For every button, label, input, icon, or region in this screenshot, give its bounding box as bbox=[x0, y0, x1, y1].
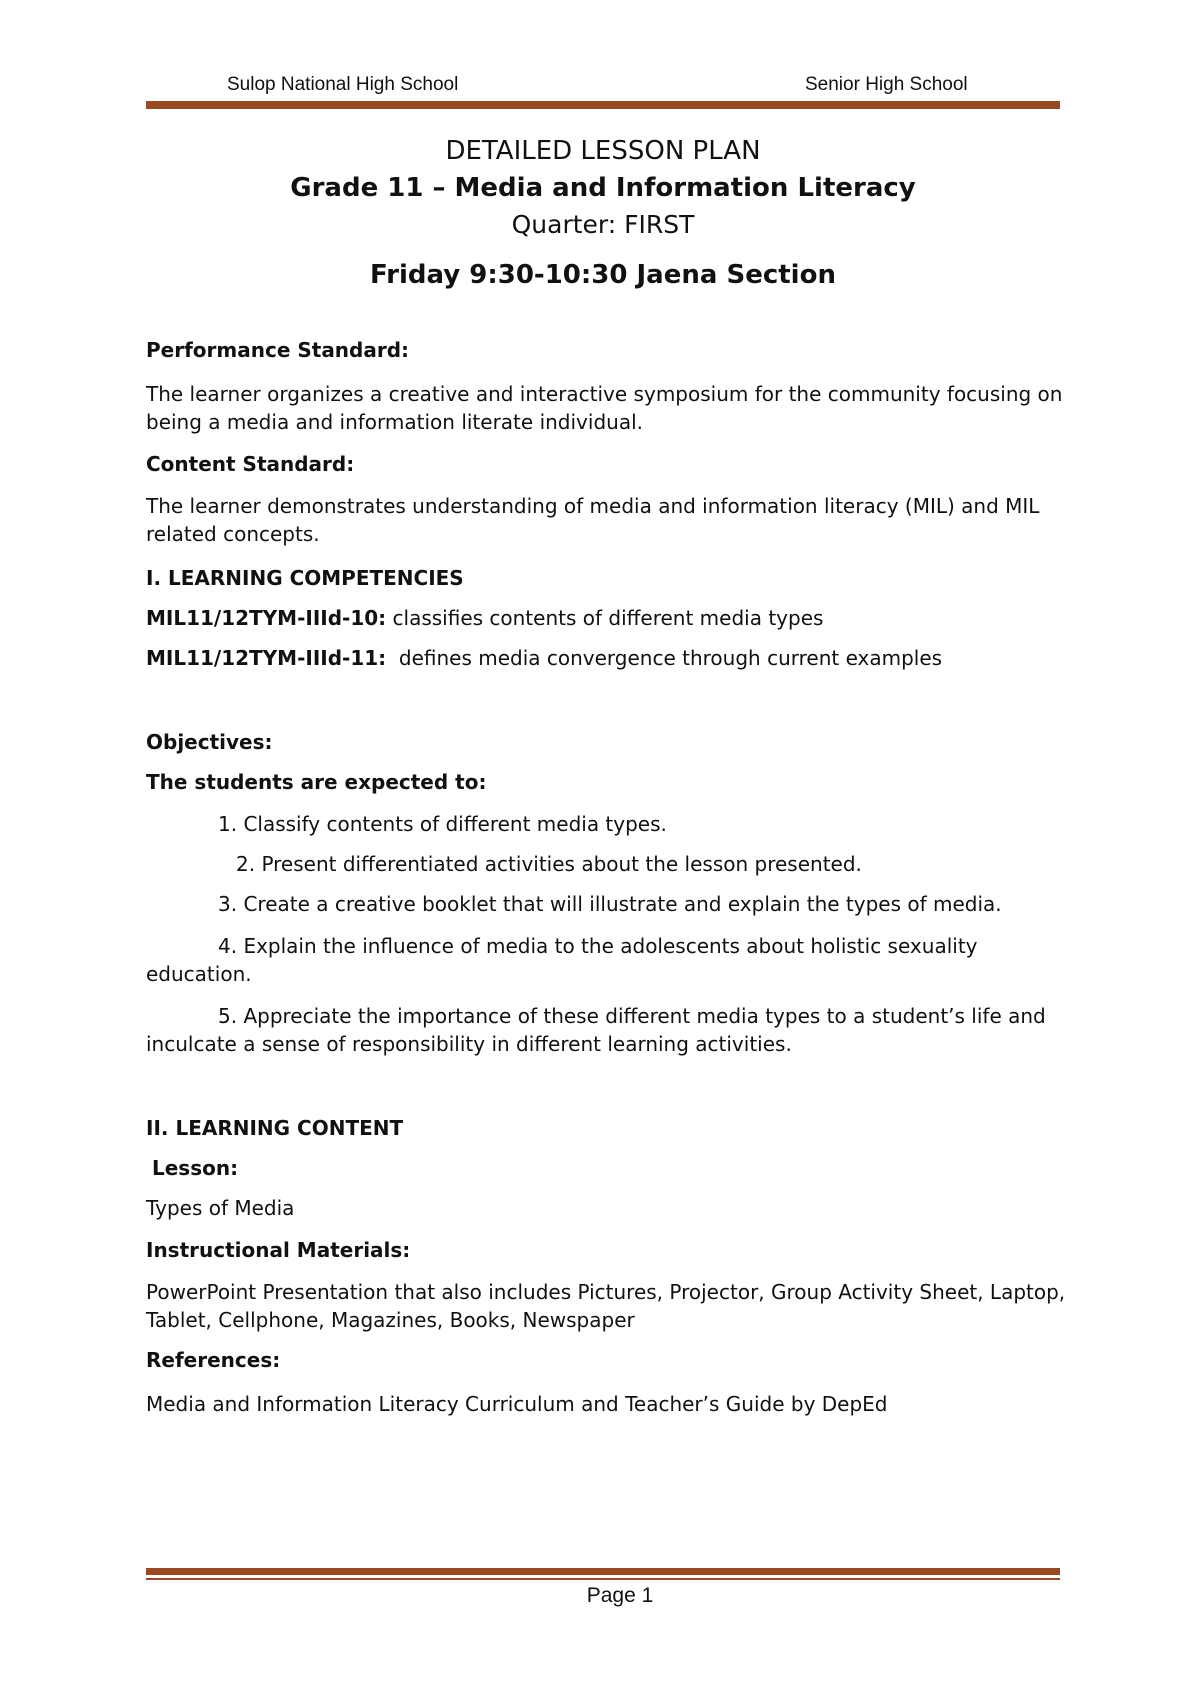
objective-item: 4. Explain the influence of media to the adolescents about holistic sexuality education. bbox=[146, 934, 978, 986]
performance-standard-label: Performance Standard: bbox=[146, 338, 410, 362]
objectives-intro: The students are expected to: bbox=[146, 770, 487, 794]
materials-text: PowerPoint Presentation that also includes Pictures, Projector, Group Activity Sheet, Laptop, Tablet, Cellphone, Magazines, Books, Newspaper bbox=[146, 1280, 1066, 1332]
lesson-label: Lesson: bbox=[152, 1156, 239, 1180]
competency-item bbox=[146, 644, 1066, 672]
schedule-line: Friday 9:30-10:30 Jaena Section bbox=[370, 260, 836, 290]
quarter-line: Quarter: FIRST bbox=[511, 210, 695, 239]
header-school-name: Sulop National High School bbox=[227, 74, 459, 95]
objective-item: 3. Create a creative booklet that will illustrate and explain the types of media. bbox=[218, 892, 1002, 916]
materials-label: Instructional Materials: bbox=[146, 1238, 411, 1262]
competency-text: defines media convergence through current examples bbox=[386, 646, 943, 670]
content-standard-label: Content Standard: bbox=[146, 452, 355, 476]
objective-item: 1. Classify contents of different media types. bbox=[218, 812, 667, 836]
references-label: References: bbox=[146, 1348, 281, 1372]
references-text: Media and Information Literacy Curriculum and Teacher’s Guide by DepEd bbox=[146, 1392, 888, 1416]
lesson-text: Types of Media bbox=[146, 1196, 295, 1220]
header-rule bbox=[146, 101, 1060, 109]
content-standard-text: The learner demonstrates understanding of media and information literacy (MIL) and MIL related concepts. bbox=[146, 494, 1040, 546]
footer-rule-thin bbox=[146, 1578, 1060, 1580]
subject-title: Grade 11 – Media and Information Literacy bbox=[290, 173, 916, 203]
competency-code: MIL11/12TYM-IIId-11: bbox=[146, 646, 387, 670]
competency-code: MIL11/12TYM-IIId-10: bbox=[146, 606, 387, 630]
objective-item: 2. Present differentiated activities about the lesson presented. bbox=[236, 852, 862, 876]
performance-standard-text: The learner organizes a creative and interactive symposium for the community focusing on being a media and information literate individual. bbox=[146, 382, 1063, 434]
competency-item bbox=[146, 604, 1066, 632]
footer-rule bbox=[146, 1568, 1060, 1575]
competencies-heading: I. LEARNING COMPETENCIES bbox=[146, 566, 464, 590]
learning-content-heading: II. LEARNING CONTENT bbox=[146, 1116, 404, 1140]
objectives-label: Objectives: bbox=[146, 730, 273, 754]
page-number: Page 1 bbox=[586, 1584, 654, 1607]
document-body bbox=[146, 336, 1066, 1418]
document-title: DETAILED LESSON PLAN bbox=[445, 136, 761, 166]
objective-item: 5. Appreciate the importance of these different media types to a student’s life and inculcate a sense of responsibility in different learning activities. bbox=[146, 1004, 1046, 1056]
competency-text: classifies contents of different media types bbox=[386, 606, 824, 630]
header-division: Senior High School bbox=[805, 74, 968, 95]
